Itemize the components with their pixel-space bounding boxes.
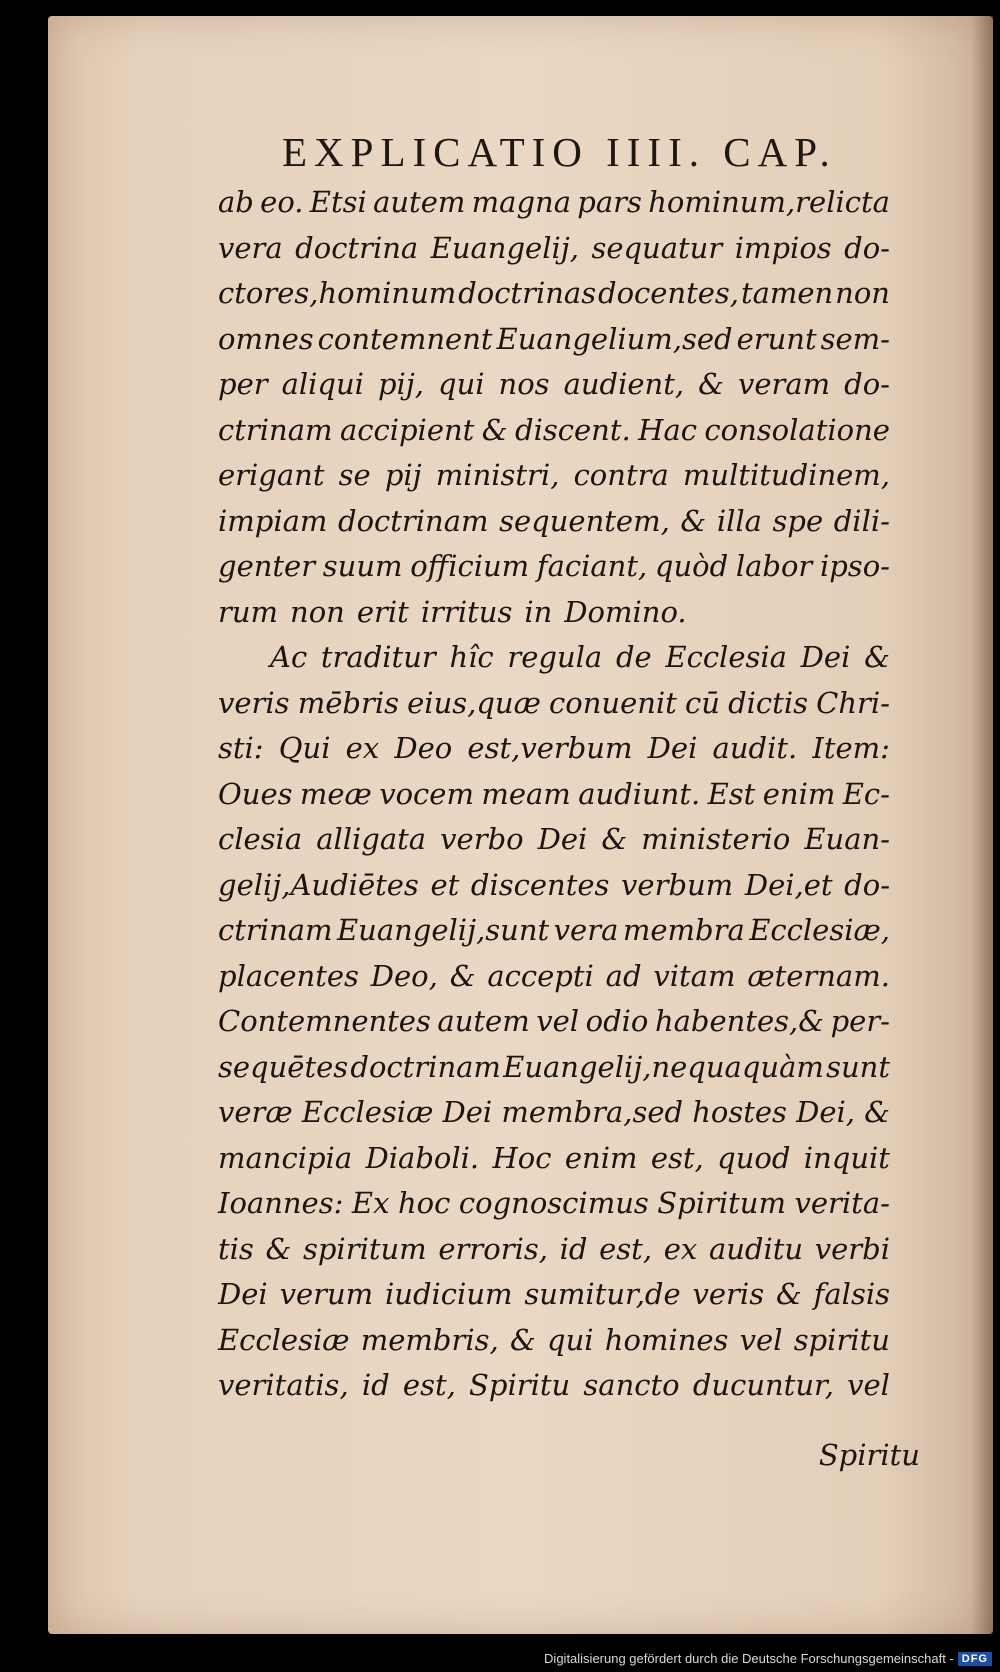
word: spiritum (302, 1231, 427, 1266)
word: audit. (712, 731, 798, 765)
word: Deo (394, 731, 453, 765)
word: sunt (826, 1049, 890, 1084)
word: Dei (537, 822, 588, 856)
word: accipient (339, 412, 475, 447)
text-line (218, 999, 890, 1045)
word: Ecclesiæ (218, 1322, 350, 1357)
word: clesia (218, 822, 303, 856)
word: genter (218, 549, 316, 583)
text-line (218, 1318, 890, 1364)
word: Chri- (816, 685, 890, 720)
word: ex (345, 731, 380, 765)
word: non (290, 594, 345, 629)
word: Domino. (564, 594, 687, 629)
word: veris (218, 685, 290, 720)
word: sequētes (218, 1049, 349, 1084)
word: habentes,& (654, 1004, 825, 1038)
word: qui (547, 1322, 594, 1357)
word: nos (498, 367, 550, 401)
text-line (218, 1181, 890, 1227)
text-line (218, 453, 890, 499)
word: vel (536, 1004, 580, 1038)
word: ministri, (435, 458, 560, 492)
word: auditu (708, 1231, 804, 1266)
word: & (698, 367, 724, 401)
word: consolatione (704, 412, 890, 447)
word: quòd (654, 549, 729, 583)
word: verbum (621, 867, 734, 902)
word: Spiritum (657, 1186, 786, 1220)
text-line (218, 226, 890, 272)
text-line (218, 772, 890, 818)
word: id (559, 1231, 588, 1266)
running-head: EXPLICATIO IIII. CAP. (282, 129, 837, 175)
word: verbo (440, 822, 524, 856)
word: Dei (442, 1095, 493, 1129)
word: Diaboli. (365, 1140, 480, 1175)
word: membra,sed (501, 1095, 684, 1129)
word: erit (356, 594, 409, 629)
text-line (218, 180, 890, 226)
word: vera (553, 913, 619, 947)
text-line (218, 1045, 890, 1091)
word: faciant, (536, 549, 648, 583)
word: multitudinem, (682, 458, 890, 492)
word: mēbris (297, 685, 399, 720)
word: inquit (803, 1140, 890, 1175)
text-line (218, 499, 890, 545)
word: do- (844, 230, 890, 265)
word: Ec- (842, 776, 890, 811)
word: id (361, 1368, 390, 1402)
word: Ioannes: (218, 1186, 344, 1220)
word: ministerio (641, 822, 791, 856)
word: Hoc (492, 1140, 552, 1175)
word: verita- (794, 1186, 890, 1220)
word: pars (577, 185, 642, 219)
word: hostes (692, 1095, 787, 1129)
word: magna (471, 185, 571, 219)
dfg-logo: DFG (958, 1652, 992, 1666)
word: & (449, 958, 476, 993)
word: est,verbum (467, 731, 633, 765)
word: Est (707, 776, 756, 811)
word: erigant (218, 458, 325, 492)
word: & (509, 1322, 536, 1357)
text-line (218, 590, 890, 636)
word: omnes (218, 321, 314, 356)
word: doctrinam (350, 1049, 501, 1084)
word: verum (279, 1277, 374, 1311)
word: ctrinam (218, 412, 333, 447)
word: Ac (270, 640, 308, 674)
text-line (218, 408, 890, 454)
word: per (218, 367, 268, 401)
word: ad (605, 958, 642, 993)
word: verbi (814, 1231, 890, 1266)
page-edge-shadow (971, 16, 993, 1634)
word: Etsi (309, 185, 367, 219)
word: sequatur (591, 230, 723, 265)
word: non (835, 276, 890, 310)
word: Item: (812, 731, 890, 765)
word: tamen (740, 276, 834, 310)
word: membra (622, 913, 745, 947)
word: eius,quæ (407, 685, 541, 720)
word: per- (830, 1004, 890, 1038)
word: ipso- (819, 549, 890, 583)
word: enim (762, 776, 836, 811)
word: tis (218, 1231, 254, 1266)
word: in (524, 594, 553, 629)
word: cognoscimus (458, 1186, 649, 1220)
word: mancipia (218, 1140, 353, 1175)
text-line (218, 1227, 890, 1273)
word: discent. (515, 412, 631, 447)
word: Ecclesiæ (301, 1095, 434, 1129)
word: & (864, 1095, 890, 1129)
word: ducuntur, (692, 1368, 834, 1402)
word: est, (402, 1368, 456, 1402)
word: ctores,hominum (218, 276, 457, 310)
text-line (218, 362, 890, 408)
word: audiunt. (578, 776, 701, 811)
word: Deo, (370, 958, 438, 993)
word: gelij,Audiētes (218, 867, 419, 902)
word: veritatis, (218, 1368, 349, 1402)
word: discentes (470, 867, 610, 902)
text-line (218, 1136, 890, 1182)
word: Dei,et (744, 867, 833, 902)
word: veræ (218, 1095, 293, 1129)
word: veris (692, 1277, 765, 1311)
word: & (680, 503, 707, 538)
word: Euangelij,sunt (336, 913, 550, 947)
word: Contemnentes (218, 1004, 431, 1038)
word: vocem (379, 776, 474, 811)
text-line (218, 726, 890, 772)
text-line (218, 863, 890, 909)
word: ex (663, 1231, 698, 1266)
word: falsis (813, 1277, 890, 1311)
word: hoc (397, 1186, 451, 1220)
word: pij, (377, 367, 425, 401)
word: autem (437, 1004, 530, 1038)
word: Euan- (804, 822, 890, 856)
word: & (775, 1277, 802, 1311)
word: Dei (647, 731, 698, 765)
word: do- (844, 867, 890, 902)
word: contra (573, 458, 669, 492)
word: et (430, 867, 460, 902)
text-line (218, 954, 890, 1000)
word: Hac (638, 412, 697, 447)
word: vel (847, 1368, 890, 1402)
word: spe (772, 503, 824, 538)
word: placentes (218, 958, 359, 993)
word: regula (507, 640, 603, 674)
word: sem- (820, 321, 890, 356)
word: sti: (218, 731, 264, 765)
text-line (218, 271, 890, 317)
word: traditur (320, 640, 436, 674)
word: contemnent (317, 321, 493, 356)
word: ab (218, 185, 254, 219)
word: Oues (218, 776, 293, 811)
text-line (218, 681, 890, 727)
word: alligata (316, 822, 427, 856)
word: Ecclesiæ, (749, 913, 890, 947)
word: Euangelij,nequaquàm (503, 1049, 824, 1084)
word: ctrinam (218, 913, 333, 947)
word: spiritu (793, 1322, 890, 1357)
word: Ex (351, 1186, 390, 1220)
word: doctrinas (458, 276, 597, 310)
text-line (218, 317, 890, 363)
word: irritus (420, 594, 513, 629)
word: Euangelij, (430, 230, 579, 265)
text-line (218, 1363, 890, 1409)
word: enim (564, 1140, 638, 1175)
word: iudicium (385, 1277, 513, 1311)
word: sumitur,de (524, 1277, 681, 1311)
word: illa (716, 503, 762, 538)
text-line (218, 635, 890, 681)
word: autem (373, 185, 466, 219)
word: docentes, (598, 276, 740, 310)
word: vitam (653, 958, 736, 993)
word: qui (438, 367, 485, 401)
word: Dei, (796, 1095, 855, 1129)
word: & (601, 822, 628, 856)
word: dili- (833, 503, 890, 538)
word: doctrinam (338, 503, 489, 538)
word: & (481, 412, 508, 447)
text-line (218, 1090, 890, 1136)
word: dictis (728, 685, 808, 720)
word: & (864, 640, 890, 674)
word: pij (384, 458, 422, 492)
word: vera (218, 230, 283, 265)
word: se (338, 458, 371, 492)
word: Dei (218, 1277, 268, 1311)
word: hominum,relicta (648, 185, 890, 219)
word: & (265, 1231, 292, 1266)
word: erunt (736, 321, 817, 356)
word: de (615, 640, 652, 674)
word: Dei (800, 640, 851, 674)
word: sequentem, (499, 503, 670, 538)
word: erroris, (438, 1231, 548, 1266)
word: eo. (260, 185, 304, 219)
word: est, (650, 1140, 704, 1175)
word: vel (739, 1322, 783, 1357)
text-line (218, 817, 890, 863)
word: hîc (449, 640, 494, 674)
text-line (218, 1272, 890, 1318)
word: quod (717, 1140, 791, 1175)
word: Euangelium,sed (496, 321, 733, 356)
word: membris, (360, 1322, 499, 1357)
word: conuenit (549, 685, 677, 720)
text-line (218, 544, 890, 590)
word: meam (481, 776, 571, 811)
word: æternam. (747, 958, 890, 993)
digitization-credit (544, 1651, 992, 1666)
word: meæ (299, 776, 372, 811)
text-line (218, 908, 890, 954)
body-text (218, 180, 890, 1409)
word: sancto (583, 1368, 680, 1402)
word: veram (737, 367, 831, 401)
word: est, (599, 1231, 653, 1266)
word: do- (844, 367, 890, 401)
word: homines (604, 1322, 729, 1357)
word: cū (685, 685, 720, 720)
word: Qui (278, 731, 331, 765)
word: odio (585, 1004, 649, 1038)
catchword: Spiritu (818, 1438, 920, 1472)
word: Ecclesia (665, 640, 787, 674)
word: accepti (487, 958, 594, 993)
word: Spiritu (469, 1368, 571, 1402)
word: doctrina (295, 230, 419, 265)
word: audient, (563, 367, 685, 401)
word: rum (218, 594, 279, 629)
word: labor (735, 549, 813, 583)
word: suum (322, 549, 403, 583)
credit-text: Digitalisierung gefördert durch die Deutsche Forschungsgemeinschaft - (544, 1651, 954, 1666)
word: impiam (218, 503, 328, 538)
word: officium (410, 549, 530, 583)
word: impios (734, 230, 832, 265)
word: aliqui (281, 367, 364, 401)
